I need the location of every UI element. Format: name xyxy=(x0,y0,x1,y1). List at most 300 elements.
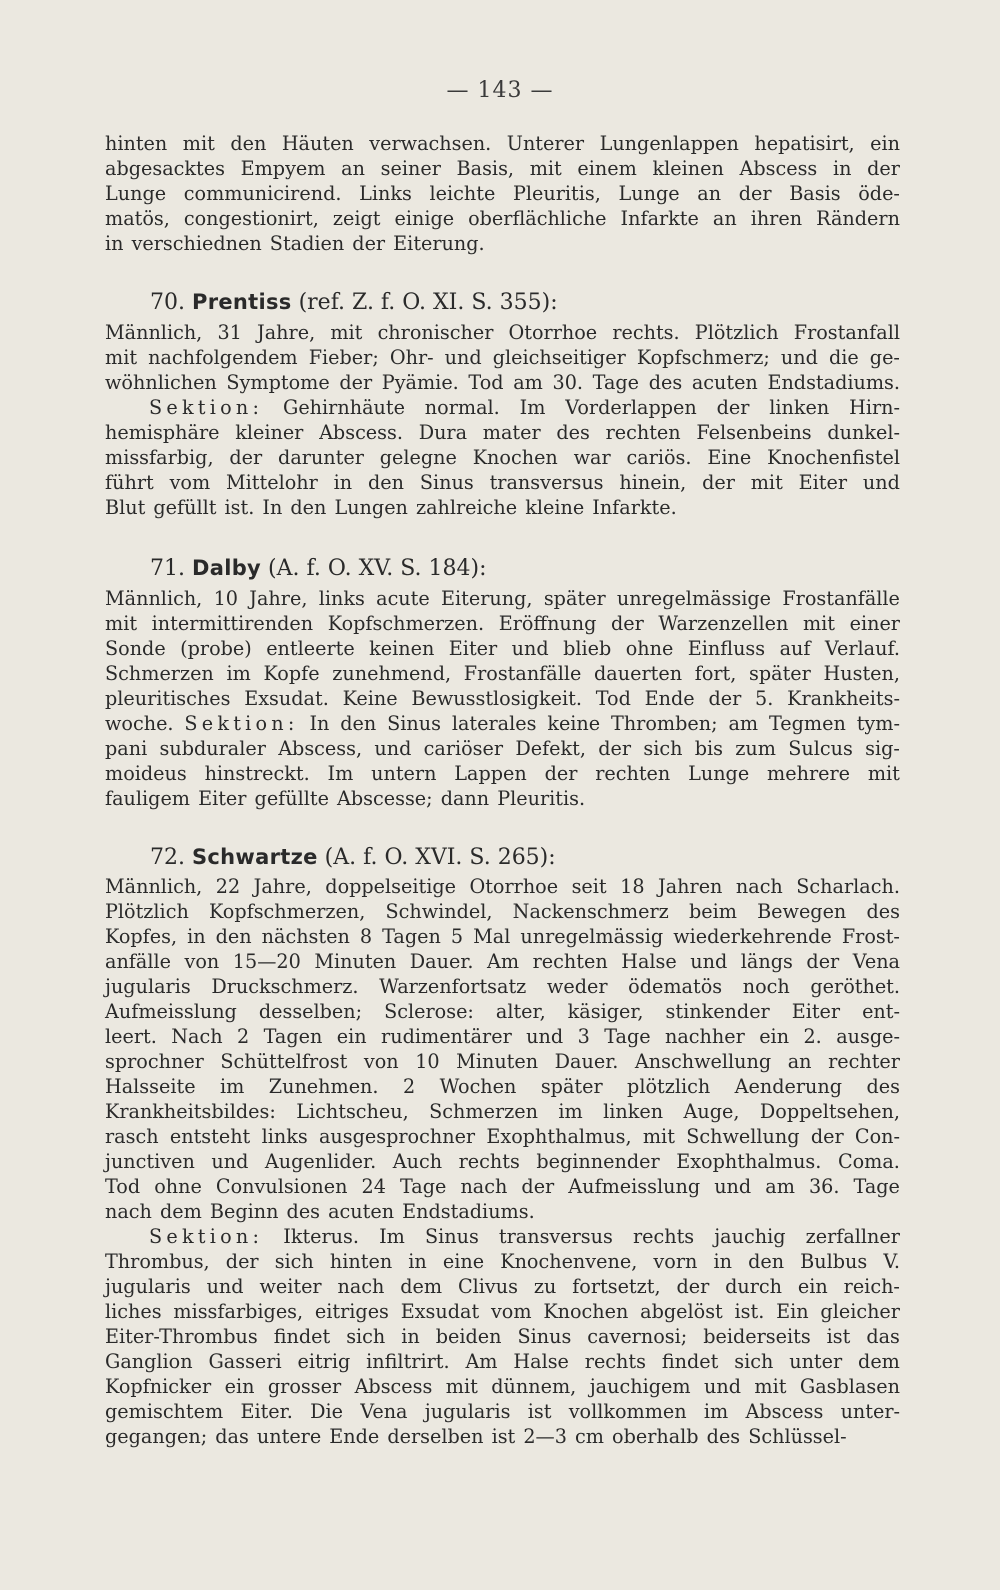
word: Tod xyxy=(595,687,631,710)
word: Eiter xyxy=(798,471,848,494)
text-line xyxy=(105,1049,900,1074)
text-line xyxy=(105,1024,900,1049)
case-reference: (A. f. O. XVI. S. 265): xyxy=(324,845,556,870)
word: ge- xyxy=(869,346,900,369)
word: entsteht xyxy=(169,1125,251,1148)
word: Verlauf. xyxy=(824,637,900,660)
word: gegangen; xyxy=(105,1425,208,1448)
word: Tod xyxy=(468,371,504,394)
text-line xyxy=(105,736,900,761)
word: rechts. xyxy=(612,321,680,344)
word: Schüttelfrost xyxy=(220,1050,348,1073)
word: mit xyxy=(867,762,900,785)
text-line xyxy=(105,1174,900,1199)
word: nach xyxy=(105,1200,152,1223)
word: Symptome xyxy=(226,371,330,394)
word: leert. xyxy=(105,1025,157,1048)
word: Die xyxy=(310,1400,343,1423)
text-line xyxy=(105,345,900,370)
word: Einfluss xyxy=(687,637,766,660)
word: weiter xyxy=(259,1275,322,1298)
word: der xyxy=(738,182,772,205)
word: in xyxy=(401,1325,420,1348)
word: Krankheits- xyxy=(787,687,900,710)
word: Basis xyxy=(789,182,841,205)
text-line xyxy=(105,1074,900,1099)
word: Kopfschmerz; xyxy=(636,346,770,369)
word: Stadien xyxy=(269,232,345,255)
word: Con- xyxy=(854,1125,900,1148)
word: Plötzlich xyxy=(694,321,779,344)
word: Männlich, xyxy=(105,321,203,344)
text-line xyxy=(105,874,900,899)
word: kleine xyxy=(525,496,585,519)
text-line xyxy=(105,156,900,181)
word: Exsudat xyxy=(400,1300,480,1323)
word: Abscess. xyxy=(319,421,403,444)
word: der xyxy=(867,157,900,180)
word: Minuten xyxy=(314,950,397,973)
word: Otorrhoe xyxy=(508,321,598,344)
word: abgesacktes xyxy=(105,157,225,180)
word: Lungenlappen xyxy=(599,132,739,155)
word: ohne xyxy=(154,1175,202,1198)
word: Knochenvene, xyxy=(500,1250,638,1273)
word: Eröffnung xyxy=(498,612,597,635)
word: Frostanfälle xyxy=(463,662,582,685)
word: Pleuritis, xyxy=(512,182,601,205)
word: Abscess xyxy=(745,1400,824,1423)
word: Tagen xyxy=(263,1025,323,1048)
word: subduraler xyxy=(159,737,266,760)
word: congestionirt, xyxy=(183,207,319,230)
word: Auch xyxy=(392,1150,443,1173)
word: Anschwellung xyxy=(634,1050,772,1073)
word: öde- xyxy=(858,182,900,205)
word: vom xyxy=(169,471,211,494)
word: das xyxy=(866,1325,900,1348)
case-author: Schwartze xyxy=(192,845,318,869)
word: der xyxy=(806,950,840,973)
word: zum xyxy=(735,737,776,760)
word: Abscess, xyxy=(278,737,363,760)
word: dem xyxy=(858,1350,900,1373)
word: des xyxy=(866,1075,900,1098)
word: Frostanfall xyxy=(793,321,900,344)
word: Otorrhoe xyxy=(469,875,559,898)
word: in xyxy=(713,1250,732,1273)
word: dem xyxy=(400,1275,443,1298)
word: vorn xyxy=(653,1250,698,1273)
case-number: 70. xyxy=(150,290,185,315)
word: und xyxy=(211,1150,249,1173)
word: Druckschmerz. xyxy=(211,975,359,998)
word: Blut xyxy=(105,496,146,519)
word: acute xyxy=(376,587,430,610)
word: junctiven xyxy=(105,1150,195,1173)
word: sich xyxy=(346,1325,386,1348)
word: Plötzlich xyxy=(105,900,189,923)
word: Am xyxy=(487,950,520,973)
word: im xyxy=(219,1075,245,1098)
word: Im xyxy=(327,762,354,785)
word: wöhnlichen xyxy=(105,371,217,394)
word: fortsetzt, xyxy=(572,1275,661,1298)
word: Kopfnicker xyxy=(105,1375,212,1398)
word: der xyxy=(521,1175,555,1198)
word: Frostanfälle xyxy=(782,587,900,610)
word: Knochen xyxy=(543,1300,629,1323)
text-line xyxy=(105,1274,900,1299)
word: Zunehmen. xyxy=(268,1075,379,1098)
word: hinein, xyxy=(619,471,687,494)
word: die xyxy=(828,346,859,369)
word: von xyxy=(184,950,220,973)
word: dauerten xyxy=(594,662,683,685)
word: nachfolgendem xyxy=(148,346,298,369)
word: Nackenschmerz xyxy=(512,900,669,923)
word: 2 xyxy=(402,1075,416,1098)
word: beim xyxy=(688,900,737,923)
word: keinen xyxy=(369,637,435,660)
word: Exophthalmus, xyxy=(486,1125,632,1148)
word: Rändern xyxy=(816,207,900,230)
word: eitrig xyxy=(297,1350,351,1373)
word: am xyxy=(728,712,759,735)
word: Jahre, xyxy=(253,875,312,898)
case-body-70 xyxy=(105,320,900,520)
word: rechter xyxy=(828,1050,900,1073)
word: Sulcus xyxy=(788,737,853,760)
word: vom xyxy=(490,1300,532,1323)
word: noch xyxy=(742,975,790,998)
word: Ein xyxy=(776,1300,809,1323)
text-line xyxy=(105,786,900,811)
word: jugularis xyxy=(105,1275,191,1298)
text-line xyxy=(105,761,900,786)
word: Eiter xyxy=(198,787,247,810)
word: Halse xyxy=(621,950,677,973)
text-line xyxy=(105,131,900,156)
word: fort, xyxy=(694,662,737,685)
word: seit xyxy=(571,875,607,898)
word: kleinen xyxy=(652,157,724,180)
word: Unterer xyxy=(506,132,585,155)
text-line xyxy=(105,1374,900,1399)
word: jugularis xyxy=(105,975,191,998)
word: Sektion: xyxy=(149,1225,264,1248)
word: hepatisirt, xyxy=(754,132,855,155)
word: Exsudat. xyxy=(244,687,329,710)
word: Bewegen xyxy=(757,900,847,923)
word: Im xyxy=(519,396,546,419)
word: jauchigem xyxy=(589,1375,691,1398)
text-line xyxy=(105,1249,900,1274)
word: woche. xyxy=(105,712,174,735)
word: pani xyxy=(105,737,148,760)
word: Gasseri xyxy=(208,1350,282,1373)
word: ihren xyxy=(750,207,803,230)
word: der xyxy=(352,232,386,255)
word: Infarkte xyxy=(620,207,699,230)
word: In xyxy=(262,496,283,519)
word: Jahre, xyxy=(257,321,316,344)
word: Eiter xyxy=(791,1000,841,1023)
word: Auge, xyxy=(683,1100,740,1123)
word: mit xyxy=(105,346,138,369)
word: ausgesprochner xyxy=(318,1125,476,1148)
word: Tage xyxy=(592,371,640,394)
word: Mal xyxy=(473,925,511,948)
word: Schmerzen xyxy=(429,1100,538,1123)
word: einige xyxy=(394,207,455,230)
word: gemischtem xyxy=(105,1400,224,1423)
word: kleiner xyxy=(235,421,304,444)
word: V. xyxy=(883,1250,900,1273)
word: laterales xyxy=(451,712,537,735)
word: anfälle xyxy=(105,950,171,973)
word: Eine xyxy=(707,446,752,469)
word: an xyxy=(341,157,365,180)
word: 2—3 xyxy=(523,1425,567,1448)
word: Minuten xyxy=(456,1050,539,1073)
word: Kopfschmerzen. xyxy=(327,612,485,635)
word: Endstadiums. xyxy=(402,1200,535,1223)
word: ist. xyxy=(734,1300,765,1323)
word: vollkommen xyxy=(568,1400,687,1423)
word: sig- xyxy=(865,737,900,760)
word: mit xyxy=(802,612,835,635)
word: leichte xyxy=(429,182,496,205)
word: dann xyxy=(440,787,490,810)
case-body-72 xyxy=(105,874,900,1449)
text-line xyxy=(105,420,900,445)
word: doppelseitige xyxy=(325,875,456,898)
text-line xyxy=(105,1349,900,1374)
word: Tagen xyxy=(382,925,441,948)
word: mater xyxy=(482,421,541,444)
word: führt xyxy=(105,471,154,494)
word: Dauer. xyxy=(554,1050,619,1073)
word: beginnender xyxy=(536,1150,660,1173)
word: geröthet. xyxy=(810,975,900,998)
word: acuten xyxy=(328,1200,395,1223)
word: ist xyxy=(826,1325,851,1348)
word: Husten, xyxy=(823,662,900,685)
word: des xyxy=(556,421,590,444)
word: Eiter-Thrombus xyxy=(105,1325,258,1348)
word: linken xyxy=(769,396,830,419)
word: der xyxy=(611,612,644,635)
word: Keine xyxy=(342,687,398,710)
word: cavernosi; xyxy=(587,1325,688,1348)
word: sich xyxy=(734,1350,774,1373)
word: 2 xyxy=(237,1025,250,1048)
word: Jahren xyxy=(658,875,723,898)
word: Wochen xyxy=(439,1075,517,1098)
word: an xyxy=(712,207,737,230)
word: jugularis xyxy=(424,1400,511,1423)
text-line xyxy=(105,999,900,1024)
word: matös, xyxy=(105,207,170,230)
word: plötzlich xyxy=(627,1075,711,1098)
word: den xyxy=(215,925,252,948)
word: im xyxy=(558,1100,583,1123)
text-line xyxy=(105,636,900,661)
word: 18 xyxy=(620,875,645,898)
word: Convulsionen xyxy=(215,1175,348,1198)
word: Beginn xyxy=(209,1200,279,1223)
word: ein xyxy=(336,1025,367,1048)
text-line xyxy=(105,1199,900,1224)
word: tym- xyxy=(856,712,900,735)
word: Tod xyxy=(105,1175,141,1198)
text-line xyxy=(105,686,900,711)
word: intermittirenden xyxy=(151,612,314,635)
word: Abscess xyxy=(739,157,818,180)
word: mit xyxy=(330,321,363,344)
text-line xyxy=(105,711,900,736)
word: den xyxy=(748,1250,785,1273)
word: Basis, xyxy=(456,157,515,180)
word: eitriges xyxy=(314,1300,389,1323)
word: Kopfschmerzen, xyxy=(208,900,366,923)
word: einem xyxy=(577,157,637,180)
word: gefüllt xyxy=(153,496,217,519)
word: nächsten xyxy=(261,925,350,948)
word: 30. xyxy=(552,371,584,394)
word: seiner xyxy=(380,157,441,180)
word: rudimentärer xyxy=(381,1025,512,1048)
text-line xyxy=(105,445,900,470)
word: ein xyxy=(224,1375,255,1398)
word: zu xyxy=(533,1275,557,1298)
text-line xyxy=(105,470,900,495)
word: der xyxy=(676,1275,710,1298)
word: untern xyxy=(371,762,437,785)
case-reference: (A. f. O. XV. S. 184): xyxy=(268,556,487,581)
word: abgelöst xyxy=(640,1300,723,1323)
word: in xyxy=(333,471,353,494)
word: Lunge xyxy=(688,762,750,785)
word: unter xyxy=(789,1350,843,1373)
word: und xyxy=(703,1375,741,1398)
word: im xyxy=(226,662,251,685)
word: derselben xyxy=(387,1425,484,1448)
word: oberflächliche xyxy=(468,207,607,230)
word: unregelmässig xyxy=(520,925,664,948)
word: transversus xyxy=(489,471,604,494)
word: eine xyxy=(442,1250,485,1273)
word: ist. xyxy=(224,496,255,519)
text-line xyxy=(105,206,900,231)
text-line xyxy=(105,1424,900,1449)
word: im xyxy=(703,1400,729,1423)
intro-paragraph xyxy=(105,131,900,256)
word: Warzenfortsatz xyxy=(379,975,527,998)
text-line xyxy=(105,661,900,686)
text-line xyxy=(105,1224,900,1249)
word: ein xyxy=(870,132,900,155)
word: Aenderung xyxy=(734,1075,843,1098)
text-line xyxy=(105,370,900,395)
word: links xyxy=(261,1125,308,1148)
word: sprochner xyxy=(105,1050,204,1073)
word: in xyxy=(105,232,124,255)
word: den xyxy=(368,471,405,494)
word: Halse xyxy=(513,1350,569,1373)
word: war xyxy=(573,446,611,469)
word: Sinus xyxy=(424,1225,479,1248)
word: darunter xyxy=(278,446,364,469)
word: zerfallner xyxy=(805,1225,900,1248)
word: ein xyxy=(759,1025,790,1048)
word: am xyxy=(513,371,543,394)
word: Häuten xyxy=(281,132,354,155)
word: 22 xyxy=(215,875,241,898)
word: der xyxy=(225,1250,259,1273)
case-number: 72. xyxy=(150,845,185,870)
word: und xyxy=(690,950,728,973)
word: Bulbus xyxy=(800,1250,868,1273)
word: mit xyxy=(445,1375,478,1398)
word: Tage xyxy=(399,1175,447,1198)
word: Fieber; xyxy=(308,346,379,369)
word: In xyxy=(309,712,330,735)
word: Exophthalmus. xyxy=(676,1150,822,1173)
word: Tage xyxy=(853,1175,900,1198)
word: zunehmend, xyxy=(332,662,452,685)
word: desselben; xyxy=(258,1000,363,1023)
word: linken xyxy=(603,1100,664,1123)
word: der xyxy=(810,1125,844,1148)
word: in xyxy=(408,1250,427,1273)
word: Infarkte. xyxy=(592,496,677,519)
word: Knochen xyxy=(472,446,558,469)
word: infiltrirt. xyxy=(366,1350,450,1373)
case-reference: (ref. Z. f. O. XI. S. 355): xyxy=(298,290,558,315)
word: sich xyxy=(274,1250,314,1273)
word: den xyxy=(290,496,327,519)
word: findet xyxy=(273,1325,331,1348)
word: käsiger, xyxy=(567,1000,644,1023)
word: links xyxy=(318,587,365,610)
word: Bewusstlosigkeit. xyxy=(411,687,582,710)
word: Sektion: xyxy=(184,712,299,735)
word: gleicher xyxy=(820,1300,900,1323)
word: Jahre, xyxy=(249,587,308,610)
word: 5 xyxy=(450,925,464,948)
word: des xyxy=(866,900,900,923)
word: zeigt xyxy=(332,207,381,230)
word: Eiterung. xyxy=(393,232,485,255)
word: wiederkehrende xyxy=(673,925,832,948)
word: bis xyxy=(694,737,724,760)
text-line xyxy=(105,586,900,611)
word: unregelmässige xyxy=(616,587,772,610)
word: findet xyxy=(661,1350,719,1373)
word: dem xyxy=(159,1200,202,1223)
word: Ohr- xyxy=(389,346,434,369)
word: moideus xyxy=(105,762,187,785)
word: ist xyxy=(527,1400,552,1423)
word: liches xyxy=(105,1300,162,1323)
word: Männlich, xyxy=(105,875,203,898)
word: Sinus xyxy=(387,712,441,735)
text-line xyxy=(105,1124,900,1149)
word: der xyxy=(708,687,742,710)
text-line xyxy=(105,320,900,345)
